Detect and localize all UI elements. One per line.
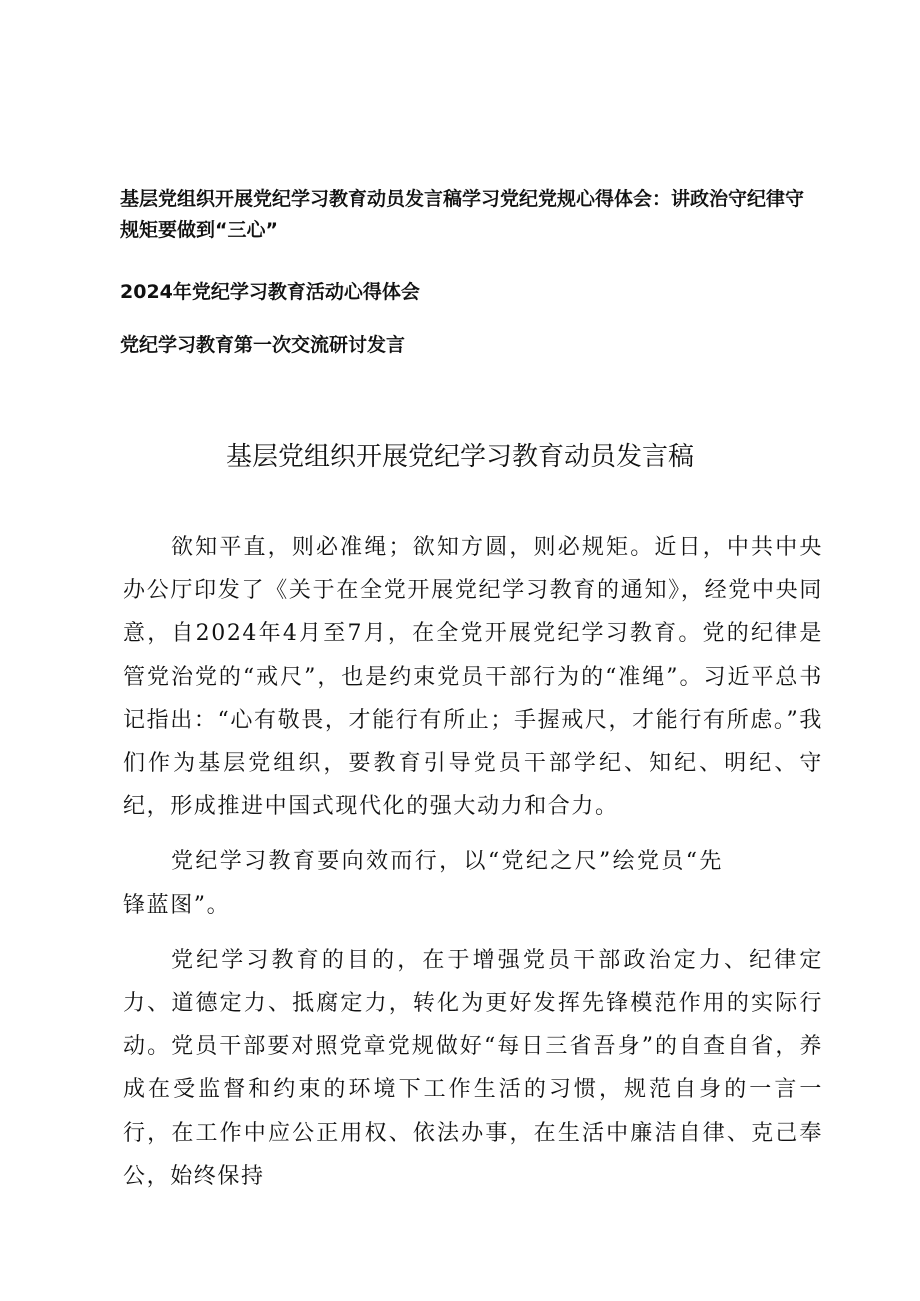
document-body	[123, 526, 823, 1198]
body-paragraph: 党纪学习教育的目的，在于增强党员干部政治定力、纪律定力、道德定力、抵腐定力，转化为更好发挥先锋模范作用的实际行动。党员干部要对照党章党规做好“每日三省吾身”的自查自省，养成在受监督和约束的环境下工作生活的习惯，规范自身的一言一行，在工作中应公正用权、依法办事，在生活中廉洁自律、克己奉公，始终保持	[123, 947, 823, 1189]
related-article-link[interactable]: 基层党组织开展党纪学习教育动员发言稿学习党纪党规心得体会：讲政治守纪律守规矩要做到“三心”	[120, 188, 805, 241]
body-paragraph: 党纪学习教育要向效而行，以“党纪之尺”绘党员“先锋蓝图”。	[123, 849, 723, 918]
related-article-link[interactable]: 党纪学习教育第一次交流研讨发言	[120, 334, 406, 356]
related-article-link[interactable]: 2024年党纪学习教育活动心得体会	[120, 281, 420, 303]
document-title: 基层党组织开展党纪学习教育动员发言稿	[225, 442, 694, 472]
body-paragraph: 欲知平直，则必准绳；欲知方圆，则必规矩。近日，中共中央办公厅印发了《关于在全党开展党纪学习教育的通知》，经党中央同意，自2024年4月至7月，在全党开展党纪学习教育。党的纪律是管党治党的“戒尺”，也是约束党员干部行为的“准绳”。习近平总书记指出：“心有敬畏，才能行有所止；手握戒尺，才能行有所虑。”我们作为基层党组织，要教育引导党员干部学纪、知纪、明纪、守纪，形成推进中国式现代化的强大动力和合力。	[123, 535, 823, 820]
related-articles-list	[120, 184, 820, 361]
